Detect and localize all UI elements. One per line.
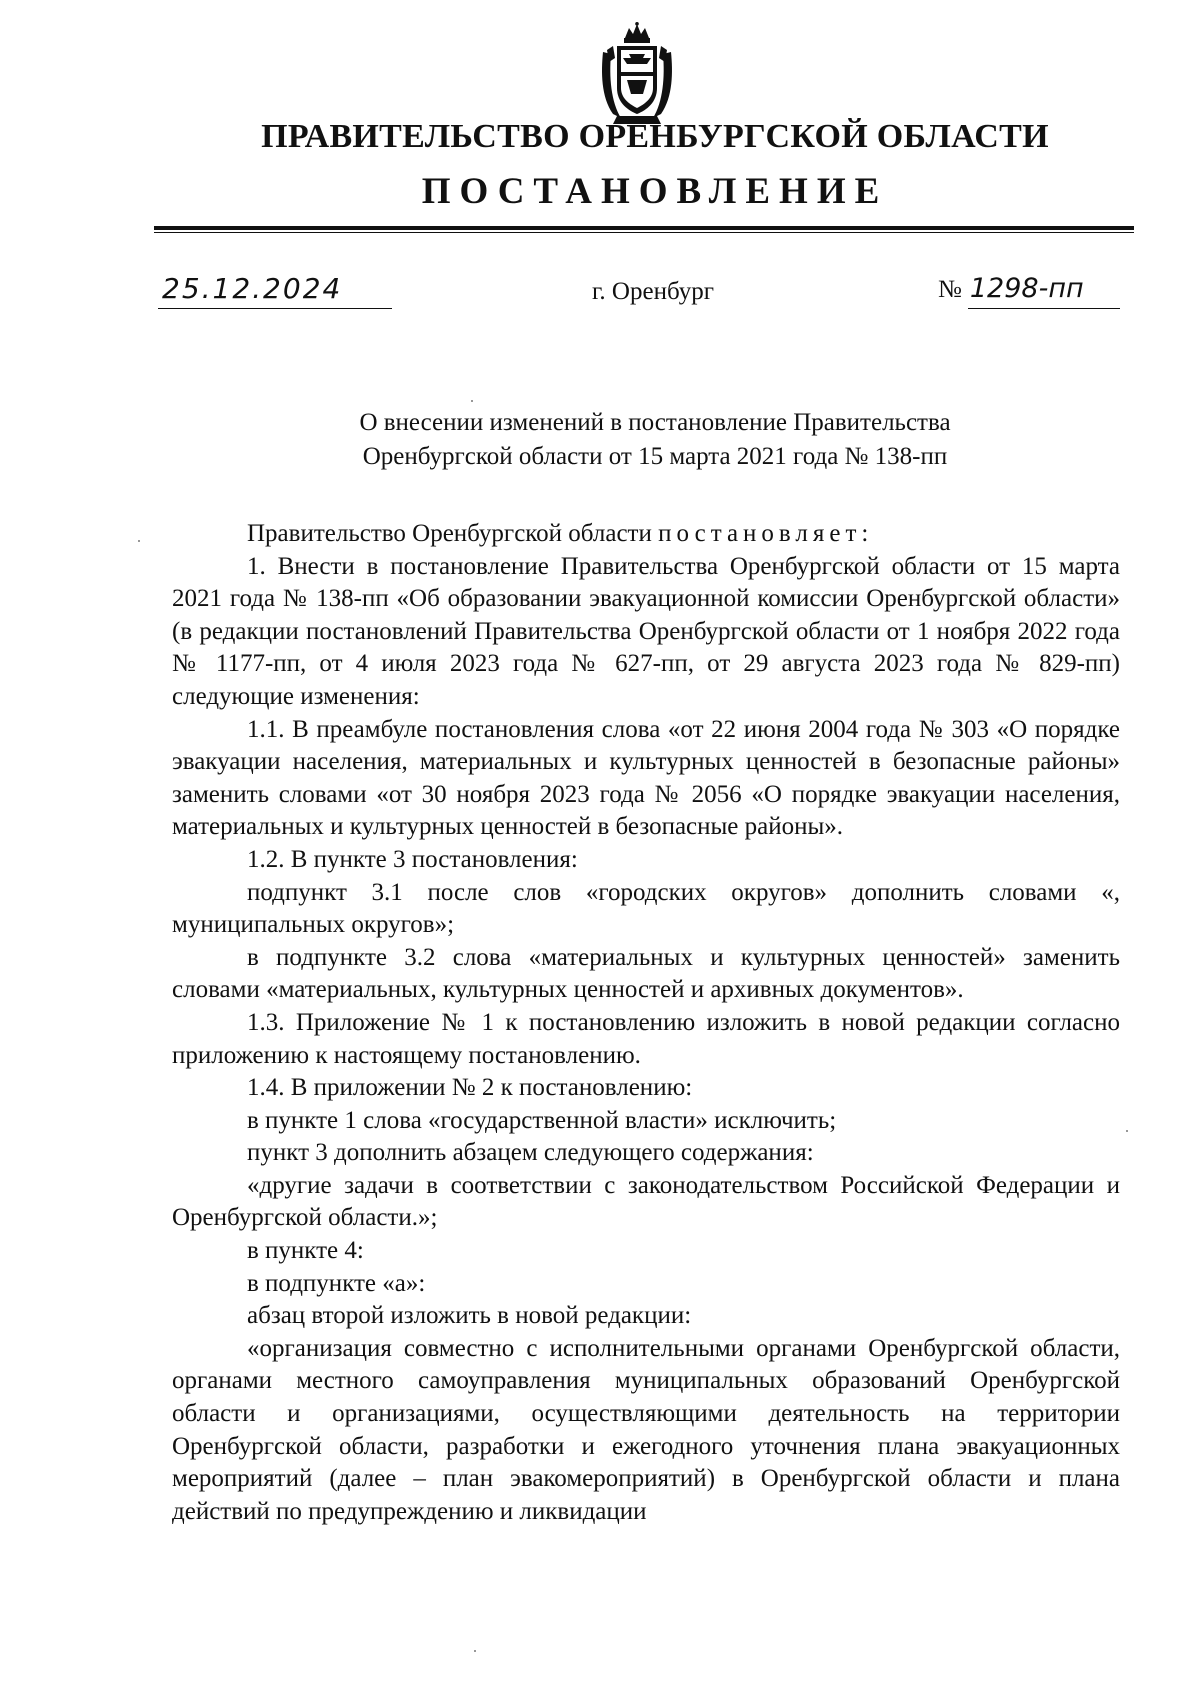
document-number: 1298-пп xyxy=(968,270,1120,309)
paragraph-1-1: 1.1. В преамбуле постановления слова «от 22 июня 2004 года № 303 «О порядке эвакуации населения, материальных и культурных ценностей в безопасные районы» заменить словами «от 30 ноября 2023 года № 2056 «О порядке эвакуации населения, материальных и культурных ценностей в безопасные районы». xyxy=(172,715,1120,841)
subject-line: Оренбургской области от 15 марта 2021 года № 138-пп xyxy=(362,443,948,470)
number-prefix: № xyxy=(938,276,962,303)
paragraph-1-2: 1.2. В пункте 3 постановления: xyxy=(247,845,578,873)
document-city: г. Оренбург xyxy=(592,278,714,305)
organization-title: ПРАВИТЕЛЬСТВО ОРЕНБУРГСКОЙ ОБЛАСТИ xyxy=(261,118,1049,155)
coat-of-arms-icon xyxy=(599,22,675,126)
document-subject xyxy=(0,406,1200,474)
scan-speck xyxy=(471,400,473,402)
paragraph-1-4-c: «другие задачи в соответствии с законодательством Российской Федерации и Оренбургской области.»; xyxy=(172,1171,1120,1232)
paragraph-1-2-b: в подпункте 3.2 слова «материальных и культурных ценностей» заменить словами «материальных, культурных ценностей и архивных документов». xyxy=(172,943,1120,1004)
paragraph-1-4-d: в пункте 4: xyxy=(247,1237,364,1265)
subject-line: О внесении изменений в постановление Правительства xyxy=(359,409,951,436)
intro-lead: Правительство Оренбургской области xyxy=(247,520,659,547)
paragraph-1-4-a: в пункте 1 слова «государственной власти» исключить; xyxy=(247,1106,837,1134)
paragraph-1-4-b: пункт 3 дополнить абзацем следующего содержания: xyxy=(247,1139,814,1167)
body-intro xyxy=(172,518,1120,551)
document-number-field xyxy=(938,270,1120,309)
paragraph-1: 1. Внести в постановление Правительства Оренбургской области от 15 марта 2021 года № 138-пп «Об образовании эвакуационной комиссии Оренбургской области» (в редакции постановлений Правительства Оренбургской области от 1 ноября 2022 года № 1177-пп, от 4 июля 2023 года № 627-пп, от 29 августа 2023 года № 829-пп) следующие изменения: xyxy=(172,552,1120,710)
scan-speck xyxy=(138,540,140,542)
scan-speck xyxy=(474,1650,476,1652)
header-divider-thin xyxy=(154,232,1134,233)
document-type-heading: ПОСТАНОВЛЕНИЕ xyxy=(421,171,889,212)
paragraph-1-3: 1.3. Приложение № 1 к постановлению изложить в новой редакции согласно приложению к настоящему постановлению. xyxy=(172,1008,1120,1069)
paragraph-1-4-f: абзац второй изложить в новой редакции: xyxy=(247,1302,692,1330)
scan-speck xyxy=(1126,1130,1128,1132)
paragraph-1-2-a: подпункт 3.1 после слов «городских округов» дополнить словами «, муниципальных округов»; xyxy=(172,878,1120,939)
paragraph-1-4: 1.4. В приложении № 2 к постановлению: xyxy=(247,1074,693,1102)
document-body xyxy=(172,518,1120,1528)
paragraph-1-4-g: «организация совместно с исполнительными органами Оренбургской области, органами местного самоуправления муниципальных образований Оренбургской области и организациями, осуществляющими деятельность на территории Оренбургской области, разработки и ежегодного уточнения плана эвакуационных мероприятий (далее – план эвакомероприятий) в Оренбургской области и плана действий по предупреждению и ликвидации xyxy=(172,1334,1120,1525)
header-divider xyxy=(154,226,1134,230)
document-date: 25.12.2024 xyxy=(158,270,392,309)
intro-decree-word: постановляет: xyxy=(658,520,874,547)
paragraph-1-4-e: в подпункте «а»: xyxy=(247,1269,426,1297)
